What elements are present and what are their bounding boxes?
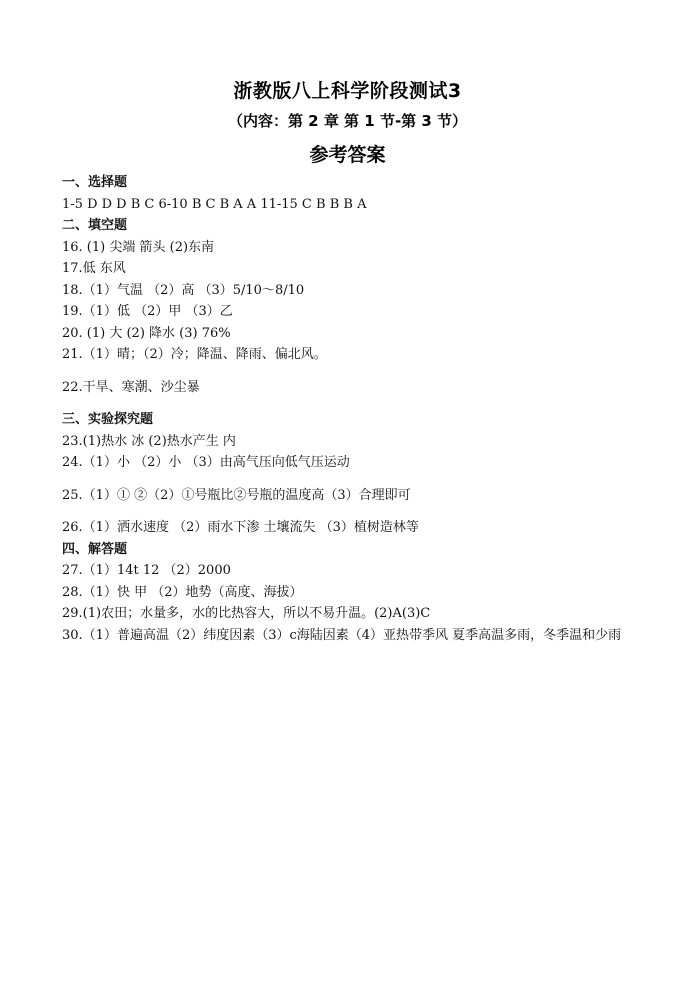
answer-q18: 18.（1）气温 （2）高 （3）5/10～8/10 bbox=[62, 282, 305, 298]
answer-q17: 17.低 东风 bbox=[62, 261, 126, 276]
answer-content bbox=[62, 172, 642, 646]
section-answer: 四、解答题 bbox=[62, 541, 128, 557]
answer-q29: 29.(1)农田；水量多，水的比热容大，所以不易升温。(2)A(3)C bbox=[62, 606, 431, 621]
answer-q25: 25.（1）① ②（2）①号瓶比②号瓶的温度高（3）合理即可 bbox=[62, 487, 411, 503]
answer-choice: 1-5 D D D B C 6-10 B C B A A 11-15 C B B B A bbox=[62, 196, 367, 212]
section-choice: 一、选择题 bbox=[62, 175, 128, 190]
section-experiment: 三、实验探究题 bbox=[62, 412, 154, 427]
answer-heading: 参考答案 bbox=[309, 144, 386, 166]
answer-q27: 27.（1）14t 12 （2）2000 bbox=[62, 563, 231, 578]
answer-q26: 26.（1）洒水速度 （2）雨水下渗 土壤流失 （3）植树造林等 bbox=[62, 520, 419, 535]
answer-q30: 30.（1）普遍高温（2）纬度因素（3）c海陆因素（4）亚热带季风 夏季高温多雨，冬季温和少雨 bbox=[62, 627, 622, 643]
document-title: 浙教版八上科学阶段测试3 bbox=[233, 80, 462, 102]
answer-q21: 21.（1）晴；（2）冷；降温、降雨、偏北风。 bbox=[62, 347, 327, 362]
answer-q28: 28.（1）快 甲 （2）地势（高度、海拔） bbox=[62, 584, 303, 600]
answer-q23: 23.(1)热水 冰 (2)热水产生 内 bbox=[62, 433, 236, 449]
answer-q16: 16. (1) 尖端 箭头 (2)东南 bbox=[62, 239, 215, 255]
section-fill: 二、填空题 bbox=[62, 218, 128, 233]
answer-q22: 22.干旱、寒潮、沙尘暴 bbox=[62, 379, 200, 395]
document-subtitle: （内容：第 2 章 第 1 节-第 3 节） bbox=[227, 112, 468, 130]
answer-q20: 20. (1) 大 (2) 降水 (3) 76% bbox=[62, 325, 231, 341]
answer-q19: 19.（1）低 （2）甲 （3）乙 bbox=[62, 304, 233, 319]
answer-q24: 24.（1）小 （2）小 （3）由高气压向低气压运动 bbox=[62, 455, 350, 470]
